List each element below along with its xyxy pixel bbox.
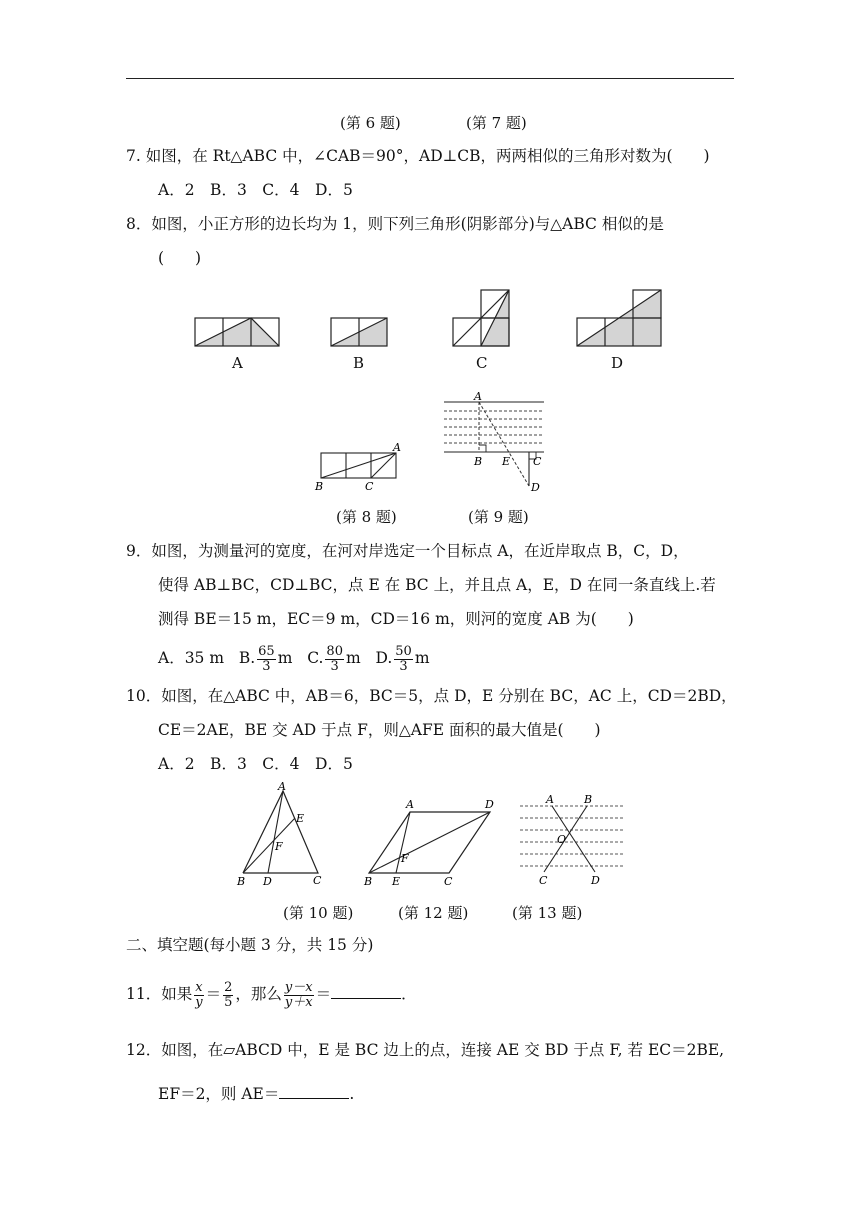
q12-line2-end: . (349, 1085, 355, 1103)
q9-option-d-fraction: $\frac{50}{3}$ (395, 643, 412, 674)
section-2-heading: 二、填空题(每小题 3 分，共 15 分) (126, 936, 374, 954)
q13-fig-label-a: A (546, 793, 554, 806)
caption-q9: (第 9 题) (468, 508, 529, 526)
q10-figure (236, 780, 322, 888)
q8-option-label-d: D (611, 354, 624, 372)
q7-stem: 7. 如图，在 Rt△ABC 中，∠CAB＝90°，AD⊥CB，两两相似的三角形对数为( ) (126, 147, 710, 165)
q10-fig-label-e: E (296, 812, 305, 825)
q13-fig-label-d: D (591, 874, 600, 887)
q12-figure (363, 798, 494, 888)
q9-option-c-fraction: $\frac{80}{3}$ (326, 643, 343, 674)
q9-line1: 9．如图，为测量河的宽度，在河对岸选定一个目标点 A，在近岸取点 B，C，D， (126, 542, 689, 560)
q7-options: A．2 B．3 C．4 D．5 (158, 181, 353, 199)
q12-fig-label-d: D (485, 798, 494, 811)
q9-option-b-unit: m (277, 649, 293, 667)
q10-fig-label-f: F (275, 840, 283, 853)
q9-option-d-label: D. (375, 649, 393, 667)
q12-fig-label-b: B (364, 875, 373, 888)
q9-option-b-label: B. (238, 649, 256, 667)
q9-option-d-unit: m (414, 649, 430, 667)
q11-answer-blank[interactable] (331, 984, 401, 999)
caption-q12: (第 12 题) (398, 904, 469, 922)
q11-fraction-2-over-5: $\frac{2}{5}$ (224, 979, 233, 1010)
q9-line3: 测得 BE＝15 m，EC＝9 m，CD＝16 m，则河的宽度 AB 为( ) (158, 610, 634, 628)
q8-option-label-c: C (476, 354, 488, 372)
q8-stem-paren: ( ) (158, 249, 202, 267)
q10-line2: CE＝2AE，BE 交 AD 于点 F，则△AFE 面积的最大值是( ) (158, 721, 601, 739)
q8-option-label-b: B (353, 354, 365, 372)
q10-line1: 10．如图，在△ABC 中，AB＝6，BC＝5，点 D，E 分别在 BC，AC 上，CD＝2BD， (126, 687, 737, 705)
q9-fig-label-d: D (531, 481, 540, 494)
q11-equals-2: ＝ (315, 985, 332, 1003)
q12-fig-label-e: E (392, 875, 401, 888)
q9-option-b-fraction: $\frac{65}{3}$ (258, 643, 275, 674)
q12-line1: 12．如图，在▱ABCD 中，E 是 BC 边上的点，连接 AE 交 BD 于点 F, 若 EC＝2BE, (126, 1041, 725, 1059)
caption-q8: (第 8 题) (336, 508, 397, 526)
q9-line2: 使得 AB⊥BC，CD⊥BC，点 E 在 BC 上，并且点 A，E，D 在同一条直线上.若 (158, 576, 716, 594)
q11-fraction-x-over-y: $\frac{x}{y}$ (195, 979, 203, 1010)
caption-q7: (第 7 题) (466, 114, 527, 132)
q10-options: A．2 B．3 C．4 D．5 (158, 755, 353, 773)
q9-fig-label-c: C (533, 455, 542, 468)
q11-equals: ＝ (205, 985, 222, 1003)
q13-fig-label-o: O (557, 833, 567, 846)
q11 (126, 978, 417, 1010)
q10-fig-label-a: A (278, 780, 286, 793)
q10-fig-label-b: B (237, 875, 246, 888)
q13-fig-label-c: C (539, 874, 548, 887)
q8-fig-label-a: A (393, 441, 401, 454)
q9-fig-label-e: E (502, 455, 511, 468)
q13-figure (520, 793, 623, 887)
q12-answer-blank[interactable] (279, 1084, 349, 1099)
q10-fig-label-d: D (263, 875, 272, 888)
q8-fig-label-c: C (365, 480, 374, 493)
q11-end: ． (401, 985, 417, 1003)
q11-fraction-expression: $\frac{y-x}{y+x}$ (284, 979, 313, 1010)
q12-line2-text: EF＝2，则 AE＝ (158, 1085, 280, 1103)
q12-line2 (158, 1084, 354, 1104)
q12-fig-label-a: A (406, 798, 414, 811)
q8-fig-label-b: B (315, 480, 324, 493)
q11-prefix: 11．如果 (126, 985, 193, 1003)
caption-q10: (第 10 题) (283, 904, 354, 922)
caption-q13: (第 13 题) (512, 904, 583, 922)
q9-option-c-unit: m (345, 649, 361, 667)
q9-option-c-label: C. (307, 649, 324, 667)
q11-mid: ，那么 (235, 985, 282, 1003)
q10-fig-label-c: C (313, 874, 322, 887)
q8-option-label-a: A (232, 354, 243, 372)
q13-fig-label-b: B (584, 793, 593, 806)
q12-fig-label-c: C (444, 875, 453, 888)
q9-option-a: A．35 m (158, 649, 225, 667)
q12-fig-label-f: F (401, 852, 409, 865)
q9-fig-label-a: A (474, 390, 482, 403)
q8-stem: 8．如图，小正方形的边长均为 1，则下列三角形(阴影部分)与△ABC 相似的是 (126, 215, 664, 233)
caption-q6: (第 6 题) (340, 114, 401, 132)
q9-fig-label-b: B (474, 455, 483, 468)
